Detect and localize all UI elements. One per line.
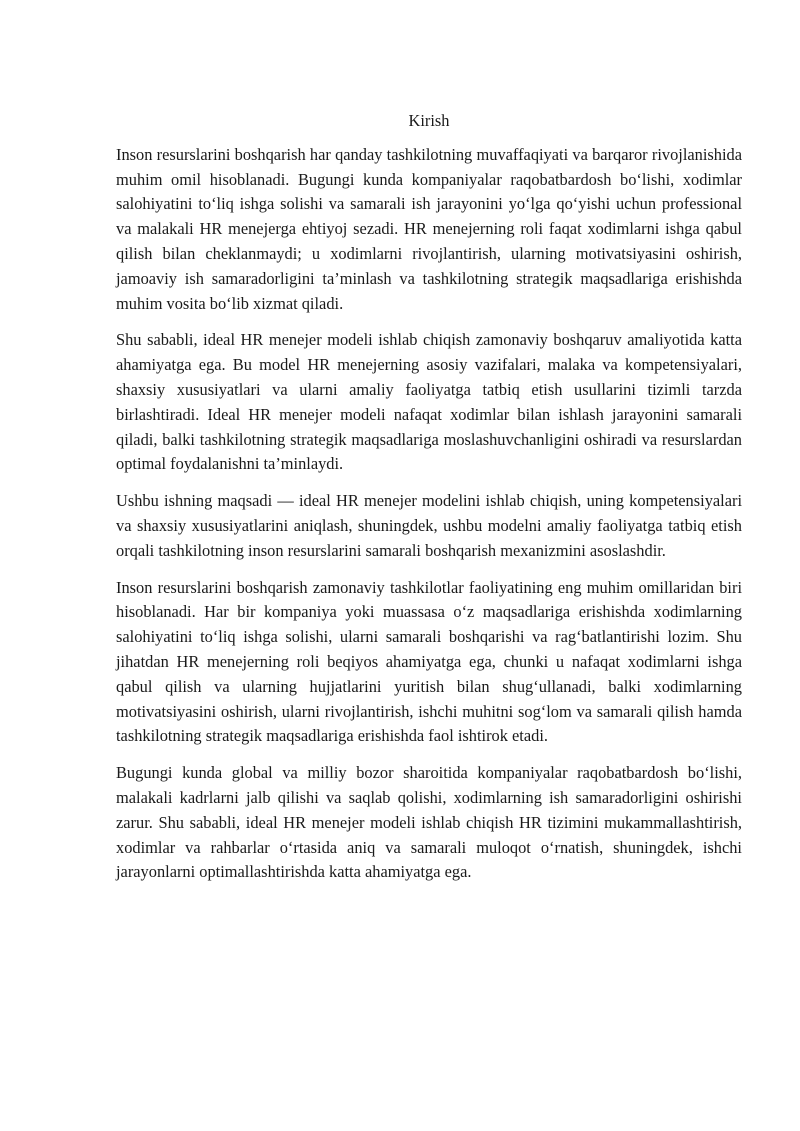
paragraph-4: Inson resurslarini boshqarish zamonaviy tashkilotlar faoliyatining eng muhim omillaridan biri hisoblanadi. Har bir kompaniya yoki muassasa o‘z maqsadlariga erishishda xodimlarning salohiyatini to‘liq ishga solishi, ularni samarali boshqarishi va rag‘batlantirishi lozim. Shu jihatdan HR menejerning roli beqiyos ahamiyatga ega, chunki u nafaqat xodimlarni ishga qabul qilish va ularning hujjatlarini yuritish bilan shug‘ullanadi, balki xodimlarning motivatsiyasini oshirish, ularni rivojlantirish, ishchi muhitni sog‘lom va samarali qilish hamda tashkilotning strategik maqsadlariga erishishda faol ishtirok etadi. <box>116 577 742 746</box>
paragraph-1: Inson resurslarini boshqarish har qanday tashkilotning muvaffaqiyati va barqaror rivojlanishida muhim omil hisoblanadi. Bugungi kunda kompaniyalar raqobatbardosh bo‘lishi, xodimlar salohiyatini to‘liq ishga solishi va samarali ish jarayonini yo‘lga qo‘yishi uchun professional va malakali HR menejerga ehtiyoj sezadi. HR menejerning roli faqat xodimlarni ishga qabul qilish bilan cheklanmaydi; u xodimlarni rivojlantirish, ularning motivatsiyasini oshirish, jamoaviy ish samaradorligini ta’minlash va tashkilotning strategik maqsadlariga erishishda muhim vosita bo‘lib xizmat qiladi. <box>116 144 742 313</box>
document-body <box>116 109 742 897</box>
paragraph-2: Shu sababli, ideal HR menejer modeli ishlab chiqish zamonaviy boshqaruv amaliyotida katta ahamiyatga ega. Bu model HR menejerning asosiy vazifalari, malaka va kompetensiyalari, shaxsiy xususiyatlari va ularni amaliy faoliyatga tatbiq etish usullarini tizimli tarzda birlashtiradi. Ideal HR menejer modeli nafaqat xodimlar bilan ishlash jarayonini samarali qiladi, balki tashkilotning strategik maqsadlariga moslashuvchanligini oshiradi va resurslardan optimal foydalanishni ta’minlaydi. <box>116 330 742 474</box>
document-title: Kirish <box>408 111 450 130</box>
paragraph-3: Ushbu ishning maqsadi — ideal HR menejer modelini ishlab chiqish, uning kompetensiyalari va shaxsiy xususiyatlarini aniqlash, shuningdek, ushbu modelni amaliy faoliyatga tatbiq etish orqali tashkilotning inson resurslarini samarali boshqarish mexanizmini asoslashdir. <box>116 491 742 560</box>
paragraph-5: Bugungi kunda global va milliy bozor sharoitida kompaniyalar raqobatbardosh bo‘lishi, malakali kadrlarni jalb qilishi va saqlab qolishi, xodimlarning ish samaradorligini oshirishi zarur. Shu sababli, ideal HR menejer modeli ishlab chiqish HR tizimini mukammallashtirish, xodimlar va rahbarlar o‘rtasida aniq va samarali muloqot o‘rnatish, shuningdek, ishchi jarayonlarni optimallashtirishda katta ahamiyatga ega. <box>116 763 742 882</box>
